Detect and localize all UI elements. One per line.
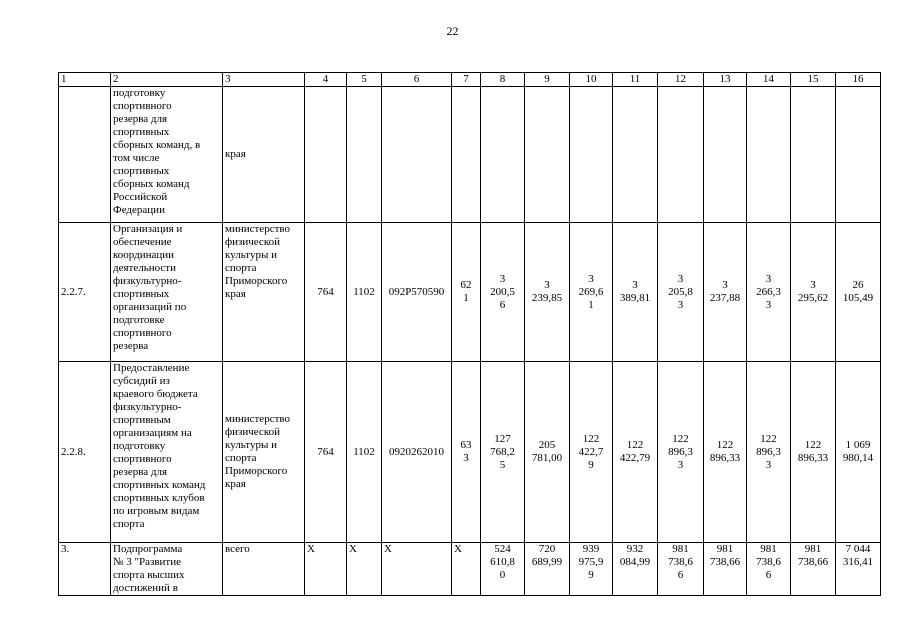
row-number: 3. [59, 543, 111, 596]
cell: 3 205,8 3 [658, 223, 704, 362]
cell: 122 422,79 [613, 362, 658, 543]
cell: X [382, 543, 452, 596]
header-cell: 14 [747, 73, 791, 87]
cell: X [347, 543, 382, 596]
header-cell: 9 [525, 73, 570, 87]
cell: 932 084,99 [613, 543, 658, 596]
cell [305, 87, 347, 223]
cell: 62 1 [452, 223, 481, 362]
cell: 720 689,99 [525, 543, 570, 596]
cell [382, 87, 452, 223]
cell: 939 975,9 9 [570, 543, 613, 596]
cell: 122 896,3 3 [747, 362, 791, 543]
header-cell: 5 [347, 73, 382, 87]
cell: 3 389,81 [613, 223, 658, 362]
cell: 3 237,88 [704, 223, 747, 362]
item-description: Предоставление субсидий из краевого бюджета физкультурно- спортивным организациям на подготовку спортивного резерва для спортивных команд спортивных клубов по игровым видам спорта [111, 362, 223, 543]
cell: 122 896,33 [704, 362, 747, 543]
header-row [59, 73, 881, 87]
cell: 122 896,33 [791, 362, 836, 543]
cell: 981 738,66 [704, 543, 747, 596]
cell: 3 269,6 1 [570, 223, 613, 362]
cell [658, 87, 704, 223]
executor: всего [223, 543, 305, 596]
cell: 0920262010 [382, 362, 452, 543]
cell [613, 87, 658, 223]
cell [836, 87, 881, 223]
cell: 3 295,62 [791, 223, 836, 362]
cell: 122 896,3 3 [658, 362, 704, 543]
cell: 127 768,2 5 [481, 362, 525, 543]
table-row [59, 87, 881, 223]
cell: 3 239,85 [525, 223, 570, 362]
header-cell: 12 [658, 73, 704, 87]
cell [704, 87, 747, 223]
cell: 092P570590 [382, 223, 452, 362]
cell [452, 87, 481, 223]
page-number: 22 [446, 24, 459, 38]
cell: 26 105,49 [836, 223, 881, 362]
executor: края [223, 87, 305, 223]
budget-table [58, 72, 881, 596]
header-cell: 8 [481, 73, 525, 87]
cell: 7 044 316,41 [836, 543, 881, 596]
cell: 981 738,6 6 [658, 543, 704, 596]
header-cell: 13 [704, 73, 747, 87]
header-cell: 1 [59, 73, 111, 87]
executor: министерство физической культуры и спорта Приморского края [223, 362, 305, 543]
cell: 122 422,7 9 [570, 362, 613, 543]
cell: 3 266,3 3 [747, 223, 791, 362]
table-row [59, 362, 881, 543]
cell: 63 3 [452, 362, 481, 543]
table-row [59, 223, 881, 362]
item-description: Подпрограмма № 3 "Развитие спорта высших достижений в [111, 543, 223, 596]
cell [347, 87, 382, 223]
header-cell: 4 [305, 73, 347, 87]
header-cell: 15 [791, 73, 836, 87]
row-number: 2.2.7. [59, 223, 111, 362]
item-description: подготовку спортивного резерва для спортивных сборных команд, в том числе спортивных сборных команд Российской Федерации [111, 87, 223, 223]
cell: X [452, 543, 481, 596]
row-number: 2.2.8. [59, 362, 111, 543]
cell: 981 738,6 6 [747, 543, 791, 596]
cell [747, 87, 791, 223]
header-cell: 16 [836, 73, 881, 87]
cell [791, 87, 836, 223]
executor: министерство физической культуры и спорта Приморского края [223, 223, 305, 362]
header-cell: 11 [613, 73, 658, 87]
cell [481, 87, 525, 223]
header-cell: 6 [382, 73, 452, 87]
cell [570, 87, 613, 223]
cell: 1 069 980,14 [836, 362, 881, 543]
item-description: Организация и обеспечение координации деятельности физкультурно- спортивных организаций по подготовке спортивного резерва [111, 223, 223, 362]
row-number [59, 87, 111, 223]
cell: 764 [305, 223, 347, 362]
cell: 524 610,8 0 [481, 543, 525, 596]
cell: X [305, 543, 347, 596]
cell [525, 87, 570, 223]
header-cell: 10 [570, 73, 613, 87]
table-row [59, 543, 881, 596]
cell: 3 200,5 6 [481, 223, 525, 362]
cell: 1102 [347, 362, 382, 543]
header-cell: 7 [452, 73, 481, 87]
header-cell: 3 [223, 73, 305, 87]
cell: 205 781,00 [525, 362, 570, 543]
cell: 1102 [347, 223, 382, 362]
cell: 981 738,66 [791, 543, 836, 596]
cell: 764 [305, 362, 347, 543]
header-cell: 2 [111, 73, 223, 87]
